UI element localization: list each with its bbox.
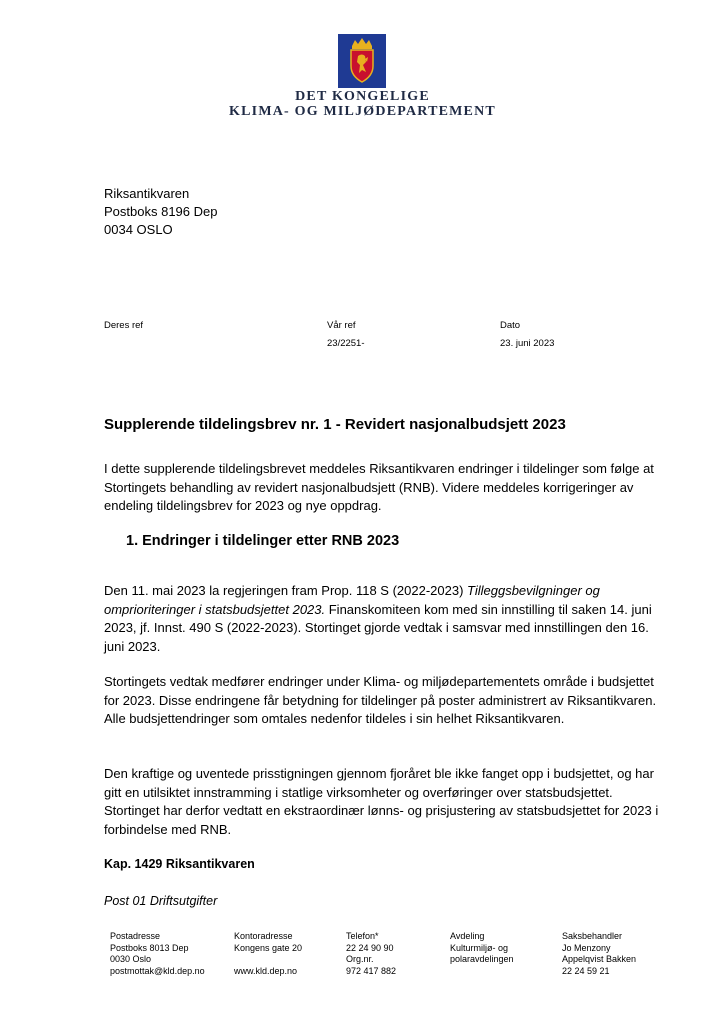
footer-text: Postboks 8013 Dep	[110, 942, 189, 953]
section-1-heading: 1. Endringer i tildelinger etter RNB 2023	[126, 533, 400, 549]
recipient-postbox: Postboks 8196 Dep	[104, 204, 218, 219]
footer-label: Org.nr.	[346, 954, 374, 964]
recipient-city: 0034 OSLO	[104, 222, 173, 237]
footer-email: postmottak@kld.dep.no	[110, 965, 205, 976]
footer-saksbehandler	[562, 931, 636, 977]
footer-telefon	[346, 931, 396, 977]
p1-text-a: Den 11. mai 2023 la regjeringen fram Prop. 118 S (2022-2023)	[104, 583, 468, 598]
footer-text: 22 24 59 21	[562, 965, 610, 976]
footer-label: Telefon*	[346, 931, 379, 941]
intro-paragraph: I dette supplerende tildelingsbrevet meddeles Riksantikvaren endringer i tildelinger som følge at Stortingets behandling av revidert nasjonalbudsjett (RNB). Videre meddeles korrigeringer av endeling tildelingsbrev for 2023 og nye oppdrag.	[104, 461, 654, 513]
footer-text	[234, 954, 302, 966]
var-ref-value: 23/2251-	[327, 338, 365, 349]
footer-label: Postadresse	[110, 931, 161, 941]
department-name-line1: DET KONGELIGE	[295, 89, 430, 104]
p1-text-b: Finanskomiteen kom med sin innstilling til saken 14. juni 2023, jf. Innst. 490 S (2022-2023). Stortinget gjorde vedtak i samsvar med innstillingen den 16. juni 2023.	[104, 601, 652, 654]
letter-title: Supplerende tildelingsbrev nr. 1 - Revidert nasjonalbudsjett 2023	[104, 416, 566, 433]
footer-text: 972 417 882	[346, 965, 397, 976]
footer-text: Kulturmiljø- og	[450, 942, 509, 953]
footer-avdeling	[450, 931, 514, 977]
section-1-paragraph-2: Stortingets vedtak medfører endringer under Klima- og miljødepartementets område i budsjettet for 2023. Disse endringene får betydning for tildelinger på poster administrert av Riksantikvaren. Alle budsjettendringer som omtales nedenfor tildeles i sin helhet Riksantikvaren.	[104, 674, 657, 726]
footer-label: Saksbehandler	[562, 931, 623, 941]
royal-crest-logo	[338, 34, 386, 88]
footer-text: 22 24 90 90	[346, 942, 394, 953]
footer-text: 0030 Oslo	[110, 954, 152, 964]
department-name-line2: KLIMA- OG MILJØDEPARTEMENT	[229, 104, 496, 119]
footer-text: Kongens gate 20	[234, 942, 303, 953]
footer-website: www.kld.dep.no	[234, 965, 298, 976]
section-1-paragraph-3: Den kraftige og uventede prisstigningen gjennom fjoråret ble ikke fanget opp i budsjettet, og har gitt en utilsiktet innstramming i statlige virksomheter og overføringer over statsbudsjettet. Stortinget har derfor vedtatt en ekstraordinær lønns- og prisjustering av statsbudsjettet for 2023 i forbindelse med RNB.	[104, 766, 659, 837]
post-heading: Post 01 Driftsutgifter	[104, 894, 218, 908]
dato-value: 23. juni 2023	[500, 338, 555, 349]
footer-postadresse	[110, 931, 205, 977]
footer-text	[450, 966, 514, 978]
deres-ref-label: Deres ref	[104, 320, 144, 331]
p1-italic-title: Tilleggsbevilgninger og omprioriteringer i statsbudsjettet 2023.	[104, 583, 600, 617]
footer-text: polaravdelingen	[450, 954, 514, 964]
var-ref-label: Vår ref	[327, 320, 356, 331]
footer-kontoradresse	[234, 931, 302, 977]
dato-label: Dato	[500, 320, 521, 331]
footer-label: Avdeling	[450, 931, 485, 941]
footer-text: Jo Menzony	[562, 942, 611, 953]
footer-label: Kontoradresse	[234, 931, 293, 941]
footer-text: Appelqvist Bakken	[562, 954, 637, 964]
section-1-paragraph-1	[104, 582, 664, 656]
recipient-name: Riksantikvaren	[104, 186, 190, 201]
kap-heading: Kap. 1429 Riksantikvaren	[104, 857, 255, 871]
recipient-address	[104, 185, 217, 239]
